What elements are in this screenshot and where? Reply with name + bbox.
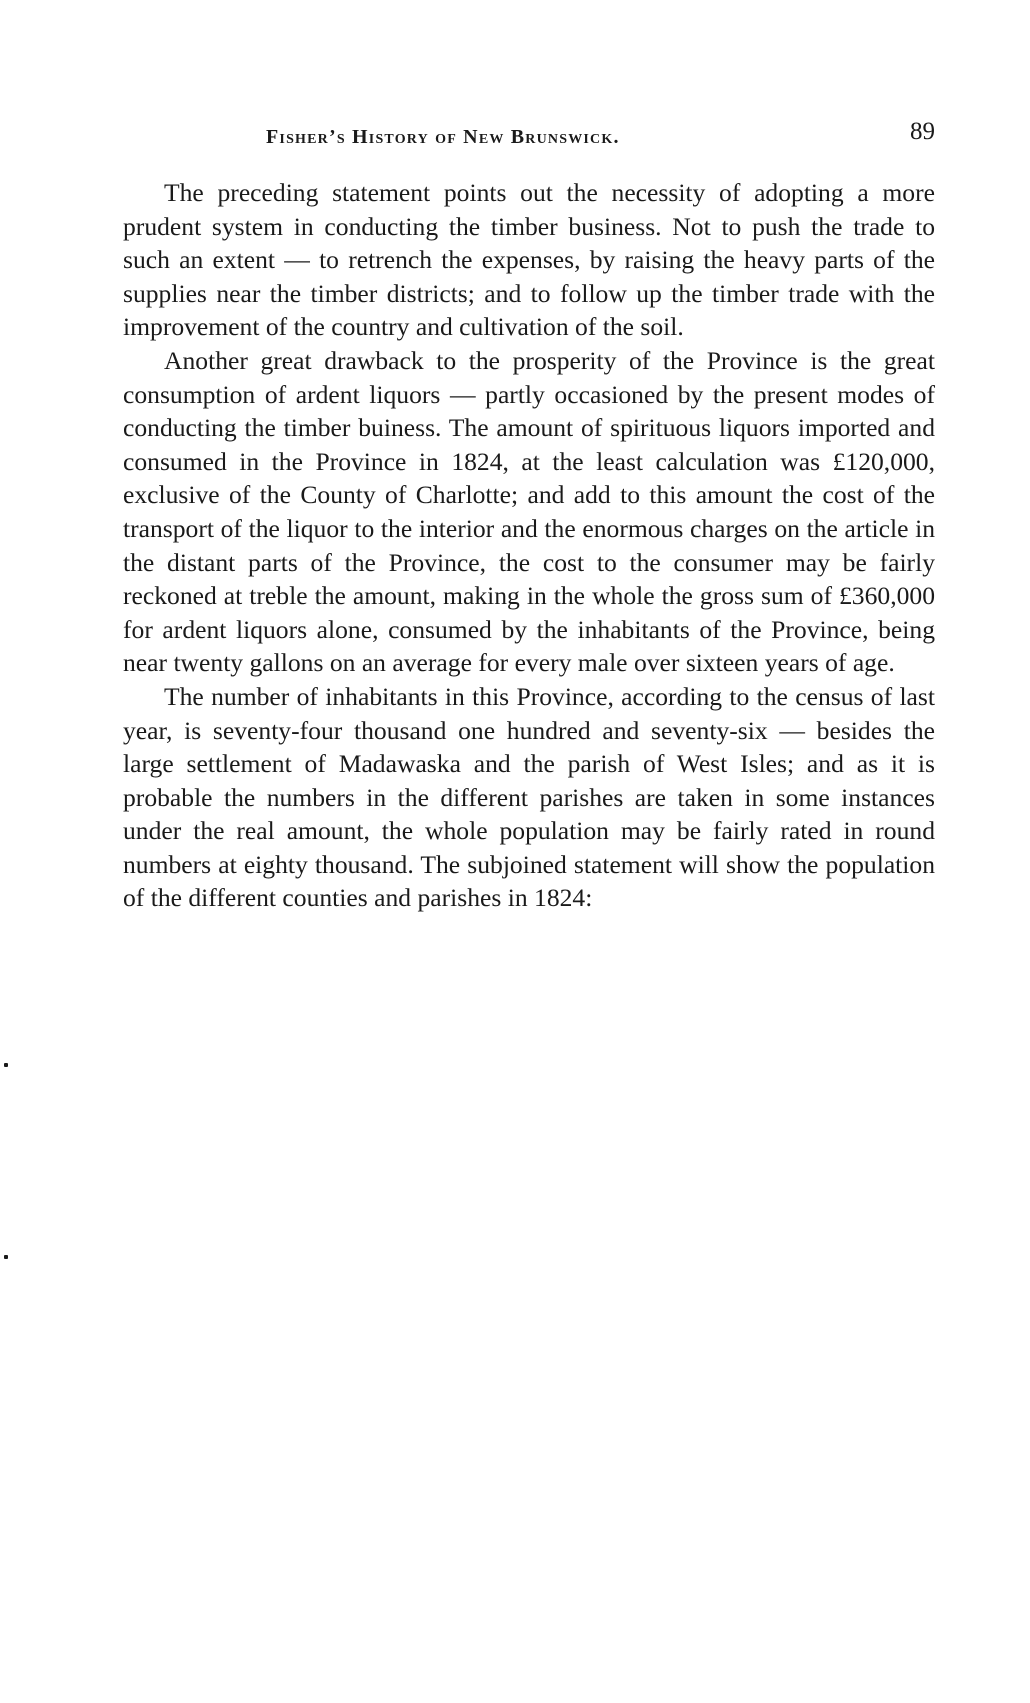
page-number: 89 [910, 118, 935, 145]
body-text [123, 176, 935, 915]
paragraph-timber-business: The preceding statement points out the necessity of adopting a more prudent system in conducting the timber business. Not to push the trade to such an extent — to retrench the expenses, by raising the heavy parts of the supplies near the timber districts; and to follow up the timber trade with the improvement of the country and cultivation of the soil. [123, 178, 935, 342]
scan-speck [4, 1063, 8, 1067]
paragraph-population: The number of inhabitants in this Province, according to the census of last year, is seventy-four thousand one hundred and seventy-six — besides the large settlement of Madawaska and the parish of West Isles; and as it is probable the numbers in the different parishes are taken in some instances under the real amount, the whole population may be fairly rated in round numbers at eighty thousand. The subjoined statement will show the population of the different counties and parishes in 1824: [123, 681, 935, 913]
scan-speck [4, 1255, 8, 1259]
running-title: Fisher’s History of New Brunswick. [266, 126, 620, 148]
page-header [123, 118, 935, 154]
paragraph-ardent-liquors: Another great drawback to the prosperity of the Province is the great consumption of ardent liquors — partly occasioned by the present modes of conducting the timber buiness. The amount of spirituous liquors imported and consumed in the Province in 1824, at the least calculation was £120,000, exclusive of the County of Charlotte; and add to this amount the cost of the transport of the liquor to the interior and the enormous charges on the article in the distant parts of the Province, the cost to the consumer may be fairly reckoned at treble the amount, making in the whole the gross sum of £360,000 for ardent liquors alone, consumed by the inhabitants of the Province, being near twenty gallons on an average for every male over sixteen years of age. [123, 345, 935, 678]
